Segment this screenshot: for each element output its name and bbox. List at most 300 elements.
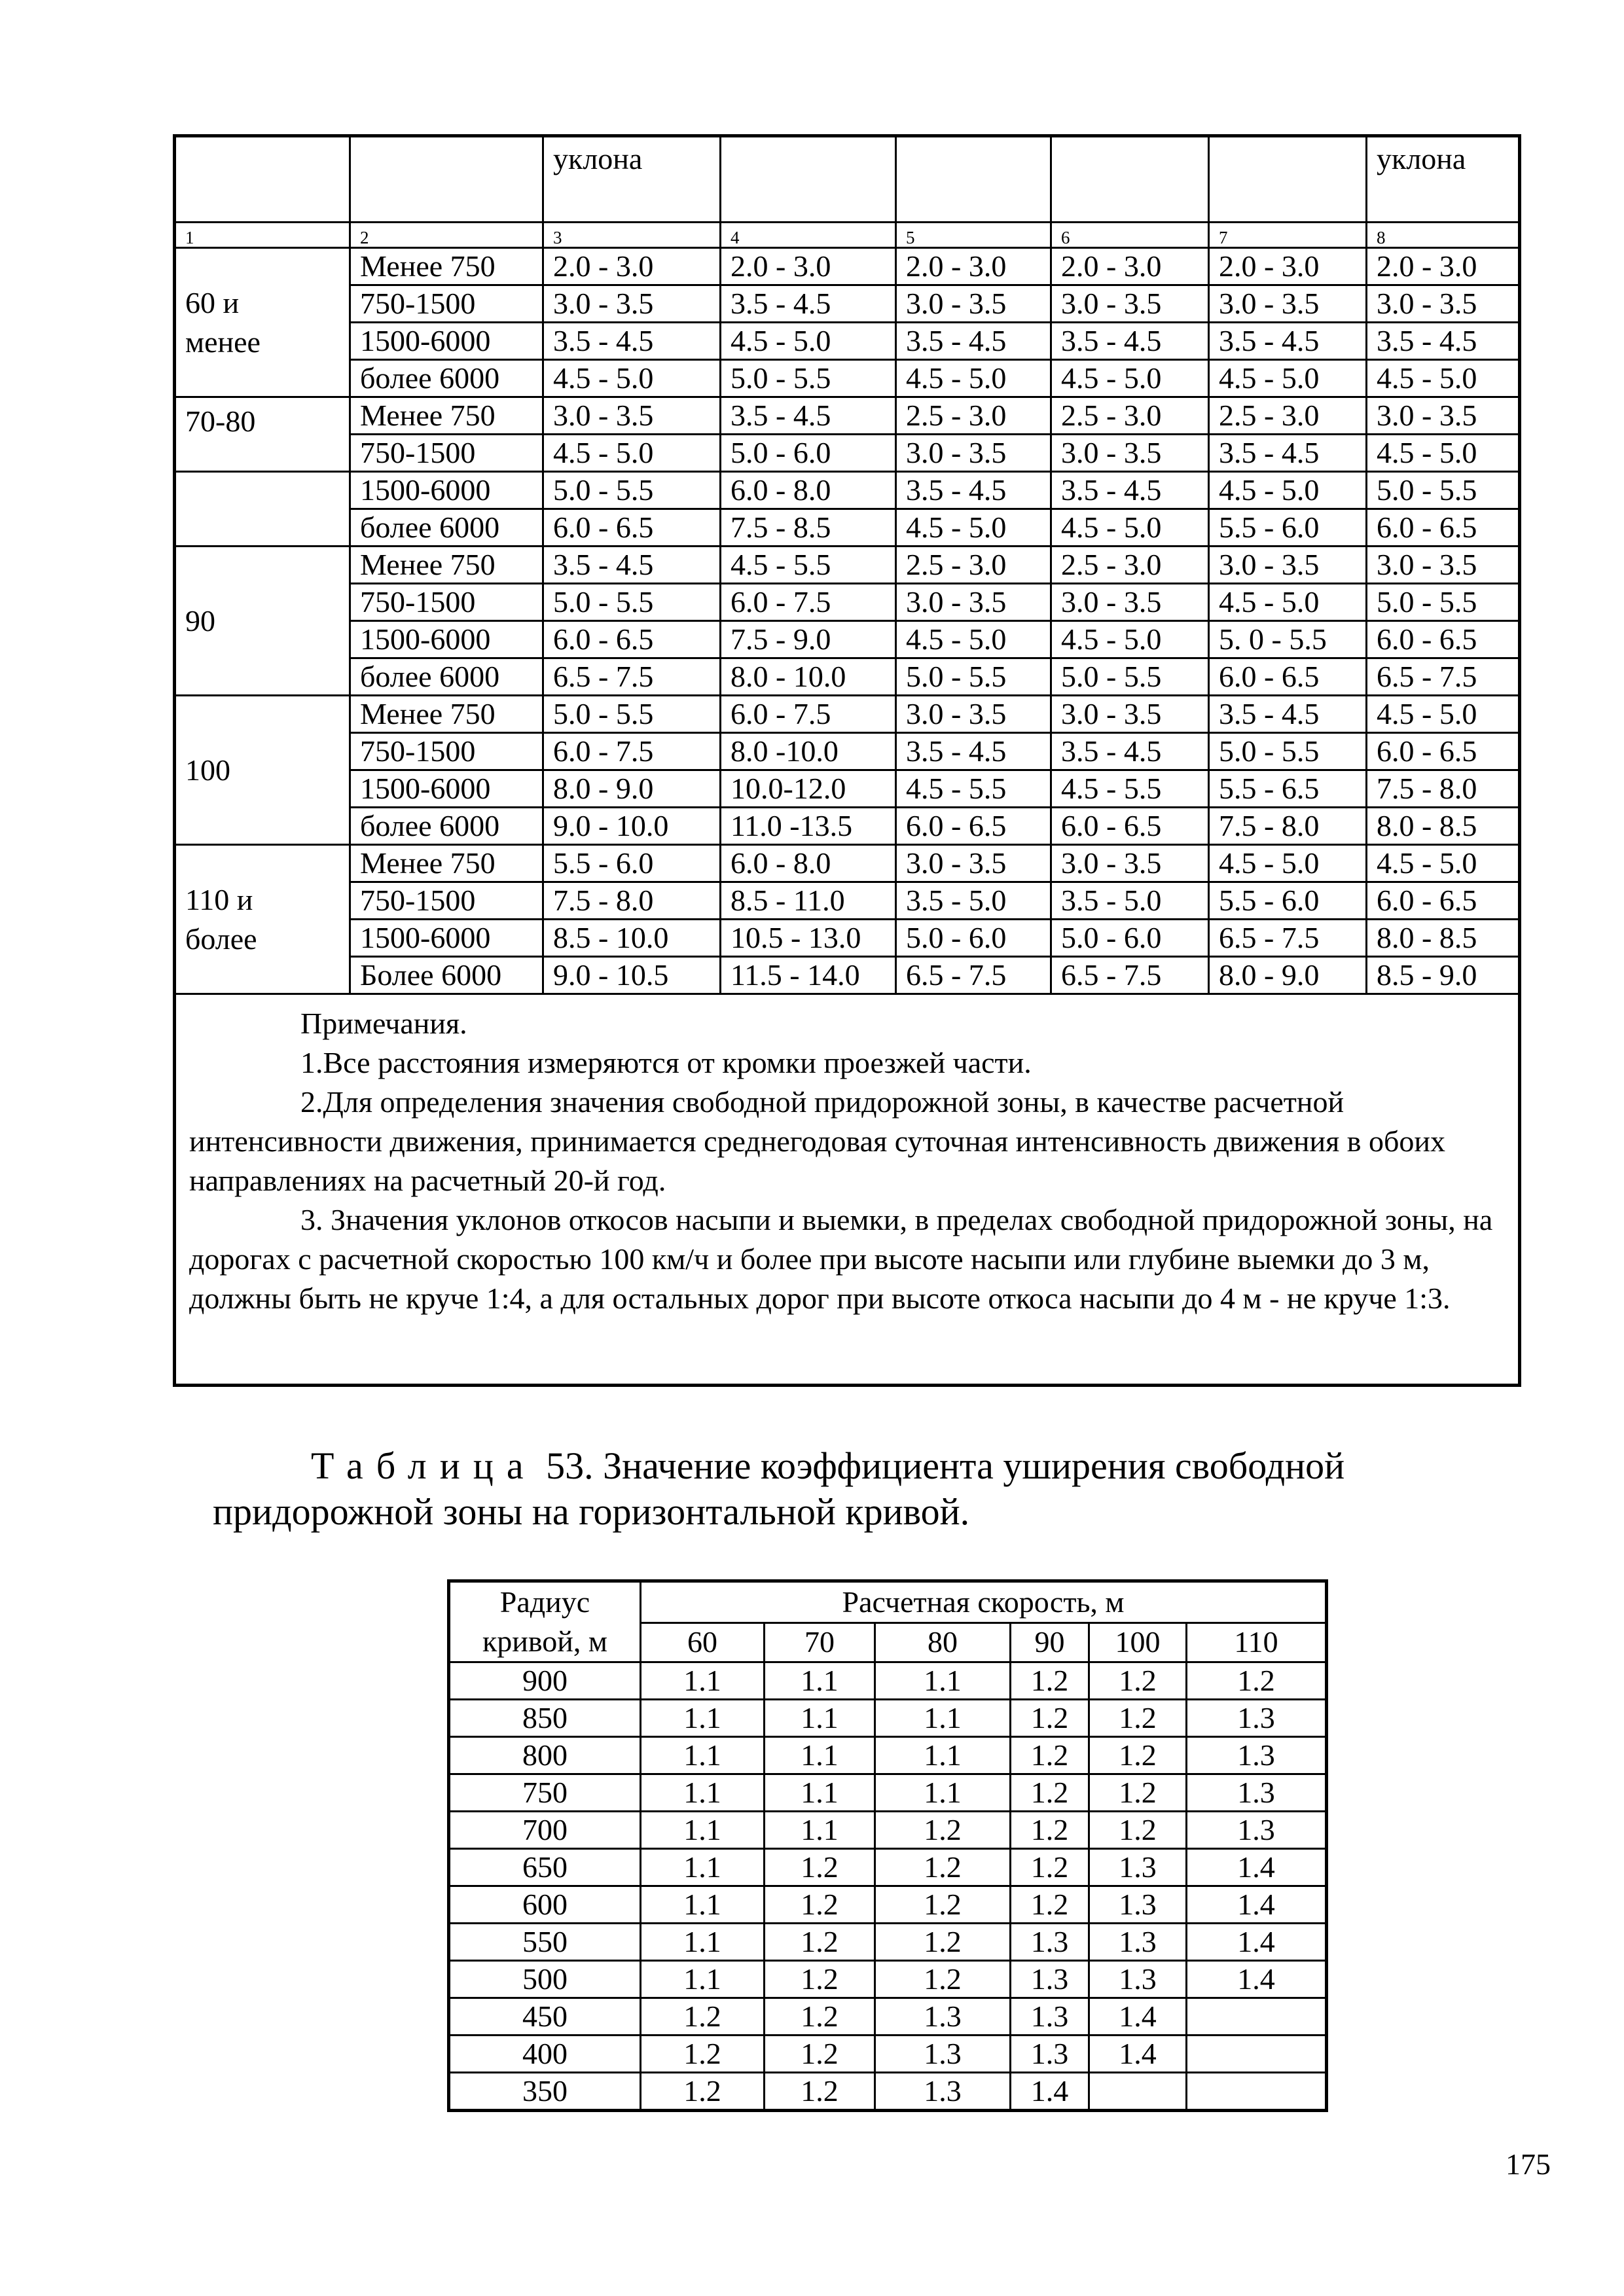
coefficient-cell: 1.2 [1011, 1662, 1089, 1700]
table-row [449, 1849, 1327, 1886]
coefficient-cell: 1.2 [765, 1924, 875, 1961]
intensity-cell: 750-1500 [350, 435, 543, 472]
coefficient-cell: 1.4 [1187, 1849, 1327, 1886]
distance-range-cell: 3.0 - 3.5 [543, 397, 721, 435]
intensity-cell: 750-1500 [350, 882, 543, 920]
distance-range-cell: 5.0 - 5.5 [543, 472, 721, 509]
distance-range-cell: 3.5 - 4.5 [896, 472, 1051, 509]
distance-range-cell: 8.0 - 8.5 [1367, 920, 1520, 957]
intensity-cell: 750-1500 [350, 733, 543, 770]
coefficient-cell: 1.3 [1089, 1924, 1187, 1961]
coefficient-cell: 1.2 [1089, 1812, 1187, 1849]
distance-range-cell: 5.5 - 6.0 [1209, 882, 1367, 920]
distance-range-cell: 3.0 - 3.5 [1367, 285, 1520, 323]
distance-range-cell: 6.0 - 6.5 [896, 808, 1051, 845]
distance-range-cell: 5.5 - 6.0 [1209, 509, 1367, 547]
distance-range-cell: 7.5 - 8.0 [1367, 770, 1520, 808]
coefficient-cell: 1.3 [1011, 1998, 1089, 2036]
table-row [175, 323, 1520, 360]
coefficient-cell: 1.3 [1187, 1700, 1327, 1737]
distance-range-cell: 4.5 - 5.0 [1051, 360, 1209, 397]
coefficient-cell: 1.2 [875, 1924, 1011, 1961]
coefficient-cell: 1.1 [875, 1700, 1011, 1737]
distance-range-cell: 6.5 - 7.5 [543, 658, 721, 696]
coefficient-cell: 1.1 [641, 1737, 765, 1774]
table-row [449, 1774, 1327, 1812]
coefficient-cell: 1.1 [765, 1700, 875, 1737]
table-row [175, 957, 1520, 994]
distance-range-cell: 3.5 - 4.5 [1051, 323, 1209, 360]
speed-group-cell [175, 472, 350, 547]
coefficient-cell: 1.2 [641, 2073, 765, 2111]
coefficient-cell [1187, 2036, 1327, 2073]
coefficient-cell: 1.2 [765, 1849, 875, 1886]
column-number: 6 [1051, 223, 1209, 248]
distance-range-cell: 5. 0 - 5.5 [1209, 621, 1367, 658]
distance-range-cell: 4.5 - 5.0 [896, 360, 1051, 397]
header-cell [175, 136, 350, 223]
coefficient-cell: 1.2 [1011, 1737, 1089, 1774]
coefficient-cell: 1.4 [1187, 1886, 1327, 1924]
intensity-cell: 1500-6000 [350, 770, 543, 808]
column-number: 5 [896, 223, 1051, 248]
distance-range-cell: 4.5 - 5.0 [543, 435, 721, 472]
distance-range-cell: 4.5 - 5.0 [1367, 360, 1520, 397]
table-row [175, 658, 1520, 696]
distance-range-cell: 3.0 - 3.5 [543, 285, 721, 323]
radius-cell: 500 [449, 1961, 641, 1998]
coefficient-cell: 1.3 [1011, 1961, 1089, 1998]
distance-range-cell: 3.5 - 4.5 [1209, 696, 1367, 733]
table-row [175, 547, 1520, 584]
intensity-cell: Менее 750 [350, 397, 543, 435]
distance-range-cell: 5.0 - 6.0 [896, 920, 1051, 957]
distance-range-cell: 11.5 - 14.0 [721, 957, 896, 994]
coefficient-cell: 1.1 [875, 1774, 1011, 1812]
coefficient-cell: 1.3 [875, 2036, 1011, 2073]
distance-range-cell: 3.0 - 3.5 [896, 285, 1051, 323]
table-row [449, 1961, 1327, 1998]
coefficient-cell: 1.3 [1089, 1849, 1187, 1886]
distance-range-cell: 8.0 -10.0 [721, 733, 896, 770]
distance-range-cell: 4.5 - 5.0 [543, 360, 721, 397]
table-row [449, 1700, 1327, 1737]
distance-range-cell: 10.5 - 13.0 [721, 920, 896, 957]
table-row [175, 435, 1520, 472]
table-row [449, 2036, 1327, 2073]
distance-range-cell: 5.0 - 6.0 [1051, 920, 1209, 957]
coefficient-cell [1089, 2073, 1187, 2111]
coefficient-cell: 1.4 [1011, 2073, 1089, 2111]
distance-range-cell: 9.0 - 10.0 [543, 808, 721, 845]
distance-range-cell: 4.5 - 5.0 [1209, 584, 1367, 621]
coefficient-cell: 1.3 [1089, 1961, 1187, 1998]
distance-range-cell: 2.5 - 3.0 [896, 547, 1051, 584]
radius-header [449, 1581, 641, 1662]
coefficient-cell [1187, 2073, 1327, 2111]
coefficient-cell: 1.1 [641, 1849, 765, 1886]
distance-range-cell: 4.5 - 5.0 [1367, 845, 1520, 882]
distance-range-cell: 6.0 - 6.5 [1367, 733, 1520, 770]
speed-value: 110 [1187, 1623, 1327, 1662]
table-row [175, 397, 1520, 435]
distance-range-cell: 7.5 - 8.0 [1209, 808, 1367, 845]
distance-range-cell: 4.5 - 5.0 [1367, 696, 1520, 733]
header-row [175, 136, 1520, 223]
distance-range-cell: 3.0 - 3.5 [1051, 696, 1209, 733]
column-number: 4 [721, 223, 896, 248]
column-number-row [175, 223, 1520, 248]
distance-range-cell: 8.5 - 9.0 [1367, 957, 1520, 994]
distance-range-cell: 2.0 - 3.0 [896, 248, 1051, 285]
table-row [175, 770, 1520, 808]
speed-value: 70 [765, 1623, 875, 1662]
column-number: 3 [543, 223, 721, 248]
table-row [449, 1924, 1327, 1961]
radius-cell: 800 [449, 1737, 641, 1774]
coefficient-cell: 1.1 [765, 1774, 875, 1812]
distance-range-cell: 3.0 - 3.5 [1051, 584, 1209, 621]
coefficient-cell: 1.3 [1089, 1886, 1187, 1924]
distance-range-cell: 2.0 - 3.0 [1367, 248, 1520, 285]
distance-range-cell: 3.0 - 3.5 [1051, 435, 1209, 472]
distance-range-cell: 3.5 - 4.5 [1209, 323, 1367, 360]
header-cell [350, 136, 543, 223]
speed-group-cell: 100 [175, 696, 350, 845]
notes-row [175, 994, 1520, 1386]
distance-range-cell: 6.5 - 7.5 [1209, 920, 1367, 957]
radius-cell: 450 [449, 1998, 641, 2036]
distance-range-cell: 6.0 - 8.0 [721, 845, 896, 882]
distance-range-cell: 7.5 - 9.0 [721, 621, 896, 658]
coefficient-cell: 1.3 [1011, 1924, 1089, 1961]
table-row [175, 472, 1520, 509]
distance-range-cell: 6.0 - 7.5 [721, 584, 896, 621]
distance-range-cell: 3.0 - 3.5 [1209, 547, 1367, 584]
distance-range-cell: 3.5 - 4.5 [1209, 435, 1367, 472]
distance-range-cell: 8.0 - 9.0 [1209, 957, 1367, 994]
distance-range-cell: 4.5 - 5.0 [896, 621, 1051, 658]
caption-prefix: Таблица [311, 1444, 537, 1487]
table-row [175, 845, 1520, 882]
distance-range-cell: 5.0 - 5.5 [543, 584, 721, 621]
coefficient-cell: 1.2 [1089, 1737, 1187, 1774]
coefficient-cell: 1.1 [641, 1700, 765, 1737]
distance-range-cell: 3.5 - 4.5 [721, 397, 896, 435]
coefficient-cell: 1.2 [765, 1998, 875, 2036]
table-row [175, 285, 1520, 323]
radius-cell: 900 [449, 1662, 641, 1700]
coefficient-cell: 1.2 [875, 1812, 1011, 1849]
distance-range-cell: 8.5 - 11.0 [721, 882, 896, 920]
intensity-cell: 750-1500 [350, 584, 543, 621]
distance-range-cell: 3.0 - 3.5 [1051, 845, 1209, 882]
distance-range-cell: 3.5 - 4.5 [721, 285, 896, 323]
speed-group-cell [175, 845, 350, 994]
coefficient-cell: 1.1 [641, 1662, 765, 1700]
speed-group-cell: 90 [175, 547, 350, 696]
coefficient-cell: 1.3 [875, 2073, 1011, 2111]
table-row [175, 509, 1520, 547]
caption-text-line1: Значение коэффициента уширения свободной [603, 1444, 1345, 1487]
table-row [175, 882, 1520, 920]
distance-range-cell: 3.5 - 4.5 [896, 733, 1051, 770]
header-cell [896, 136, 1051, 223]
table-row [175, 584, 1520, 621]
distance-range-cell: 8.0 - 10.0 [721, 658, 896, 696]
speed-group-line: более [185, 922, 257, 956]
coefficient-cell [1187, 1998, 1327, 2036]
distance-range-cell: 5.0 - 5.5 [896, 658, 1051, 696]
table-row [175, 808, 1520, 845]
intensity-cell: 1500-6000 [350, 920, 543, 957]
notes-heading: Примечания. [300, 1007, 467, 1040]
distance-range-cell: 7.5 - 8.0 [543, 882, 721, 920]
coefficient-cell: 1.2 [765, 2036, 875, 2073]
coefficient-cell: 1.1 [641, 1924, 765, 1961]
coefficient-cell: 1.1 [875, 1737, 1011, 1774]
column-number: 2 [350, 223, 543, 248]
table-row [449, 1998, 1327, 2036]
distance-range-cell: 3.0 - 3.5 [1209, 285, 1367, 323]
intensity-cell: 1500-6000 [350, 472, 543, 509]
speed-group-cell [175, 248, 350, 397]
speed-header: Расчетная скорость, м [641, 1581, 1327, 1623]
distance-range-cell: 2.0 - 3.0 [721, 248, 896, 285]
distance-range-cell: 5.0 - 6.0 [721, 435, 896, 472]
distance-range-cell: 6.0 - 6.5 [1367, 621, 1520, 658]
distance-range-cell: 6.5 - 7.5 [896, 957, 1051, 994]
distance-range-cell: 4.5 - 5.0 [1209, 360, 1367, 397]
header-cell [1051, 136, 1209, 223]
coefficient-cell: 1.1 [875, 1662, 1011, 1700]
distance-range-cell: 3.0 - 3.5 [896, 584, 1051, 621]
distance-range-cell: 4.5 - 5.0 [721, 323, 896, 360]
header-cell: уклона [543, 136, 721, 223]
page-number: 175 [1506, 2147, 1551, 2181]
intensity-cell: 1500-6000 [350, 621, 543, 658]
distance-range-cell: 4.5 - 5.0 [1209, 472, 1367, 509]
distance-range-cell: 5.0 - 5.5 [1051, 658, 1209, 696]
coefficient-cell: 1.2 [1089, 1700, 1187, 1737]
distance-range-cell: 2.5 - 3.0 [1051, 397, 1209, 435]
distance-range-cell: 6.0 - 7.5 [721, 696, 896, 733]
distance-range-cell: 6.0 - 6.5 [543, 621, 721, 658]
notes-cell [175, 994, 1520, 1386]
distance-range-cell: 5.0 - 5.5 [1367, 472, 1520, 509]
column-number: 7 [1209, 223, 1367, 248]
intensity-cell: Менее 750 [350, 248, 543, 285]
caption-number: 53. [546, 1444, 594, 1487]
distance-range-cell: 5.0 - 5.5 [721, 360, 896, 397]
radius-header-line: Радиус [499, 1585, 590, 1619]
header-row [449, 1581, 1327, 1623]
distance-range-cell: 4.5 - 5.0 [1209, 845, 1367, 882]
caption-text-line2: придорожной зоны на горизонтальной кривой. [213, 1490, 970, 1533]
coefficient-cell: 1.3 [1187, 1774, 1327, 1812]
distance-range-cell: 2.5 - 3.0 [1209, 397, 1367, 435]
coefficient-cell: 1.2 [1011, 1886, 1089, 1924]
intensity-cell: 1500-6000 [350, 323, 543, 360]
distance-range-cell: 2.0 - 3.0 [543, 248, 721, 285]
distance-range-cell: 4.5 - 5.0 [1051, 621, 1209, 658]
coefficient-cell: 1.2 [1089, 1774, 1187, 1812]
coefficient-cell: 1.2 [765, 1961, 875, 1998]
widening-coefficient-table [447, 1579, 1328, 2112]
intensity-cell: Менее 750 [350, 845, 543, 882]
distance-range-cell: 3.0 - 3.5 [1367, 547, 1520, 584]
radius-cell: 700 [449, 1812, 641, 1849]
coefficient-cell: 1.2 [1089, 1662, 1187, 1700]
distance-range-cell: 4.5 - 5.5 [1051, 770, 1209, 808]
radius-cell: 600 [449, 1886, 641, 1924]
coefficient-cell: 1.3 [875, 1998, 1011, 2036]
radius-cell: 850 [449, 1700, 641, 1737]
column-number: 1 [175, 223, 350, 248]
note-item: 1.Все расстояния измеряются от кромки проезжей части. [300, 1046, 1032, 1079]
coefficient-cell: 1.2 [1011, 1849, 1089, 1886]
table-row [175, 733, 1520, 770]
coefficient-cell: 1.2 [765, 2073, 875, 2111]
radius-header-line: кривой, м [482, 1624, 608, 1658]
distance-range-cell: 4.5 - 5.5 [896, 770, 1051, 808]
coefficient-cell: 1.2 [875, 1849, 1011, 1886]
distance-range-cell: 2.5 - 3.0 [896, 397, 1051, 435]
distance-range-cell: 3.5 - 4.5 [1051, 472, 1209, 509]
distance-range-cell: 6.0 - 6.5 [1367, 882, 1520, 920]
coefficient-cell: 1.1 [641, 1961, 765, 1998]
distance-range-cell: 8.5 - 10.0 [543, 920, 721, 957]
radius-cell: 550 [449, 1924, 641, 1961]
distance-range-cell: 6.5 - 7.5 [1367, 658, 1520, 696]
distance-range-cell: 5.0 - 5.5 [1209, 733, 1367, 770]
coefficient-cell: 1.2 [641, 2036, 765, 2073]
distance-range-cell: 6.0 - 6.5 [1367, 509, 1520, 547]
distance-range-cell: 3.5 - 4.5 [1051, 733, 1209, 770]
radius-cell: 650 [449, 1849, 641, 1886]
distance-range-cell: 7.5 - 8.5 [721, 509, 896, 547]
coefficient-cell: 1.1 [641, 1812, 765, 1849]
roadside-zone-table [173, 134, 1521, 1387]
distance-range-cell: 11.0 -13.5 [721, 808, 896, 845]
coefficient-cell: 1.3 [1187, 1737, 1327, 1774]
coefficient-cell: 1.2 [875, 1886, 1011, 1924]
distance-range-cell: 4.5 - 5.5 [721, 547, 896, 584]
coefficient-cell: 1.4 [1187, 1924, 1327, 1961]
table-row [175, 248, 1520, 285]
intensity-cell: более 6000 [350, 808, 543, 845]
intensity-cell: более 6000 [350, 509, 543, 547]
radius-cell: 400 [449, 2036, 641, 2073]
distance-range-cell: 6.5 - 7.5 [1051, 957, 1209, 994]
speed-value: 100 [1089, 1623, 1187, 1662]
intensity-cell: более 6000 [350, 360, 543, 397]
coefficient-cell: 1.2 [765, 1886, 875, 1924]
coefficient-cell: 1.1 [641, 1774, 765, 1812]
table-53-caption [213, 1443, 1456, 1535]
distance-range-cell: 4.5 - 5.0 [1367, 435, 1520, 472]
note-item: 3. Значения уклонов откосов насыпи и выемки, в пределах свободной придорожной зоны, на дорогах с расчетной скоростью 100 км/ч и более при высоте насыпи или глубине выемки до 3 м, должны быть не круче 1:4, а для остальных дорог при высоте откоса насыпи до 4 м - не круче 1:3. [189, 1203, 1493, 1315]
coefficient-cell: 1.2 [1011, 1812, 1089, 1849]
speed-group-line: менее [185, 325, 261, 359]
speed-group-cell: 70-80 [175, 397, 350, 472]
speed-value: 80 [875, 1623, 1011, 1662]
coefficient-cell: 1.1 [765, 1812, 875, 1849]
distance-range-cell: 2.5 - 3.0 [1051, 547, 1209, 584]
radius-cell: 350 [449, 2073, 641, 2111]
coefficient-cell: 1.4 [1187, 1961, 1327, 1998]
distance-range-cell: 3.5 - 5.0 [1051, 882, 1209, 920]
speed-group-line: 60 и [185, 285, 240, 319]
distance-range-cell: 6.0 - 6.5 [1051, 808, 1209, 845]
distance-range-cell: 8.0 - 8.5 [1367, 808, 1520, 845]
distance-range-cell: 3.5 - 4.5 [543, 547, 721, 584]
header-cell [1209, 136, 1367, 223]
header-cell [721, 136, 896, 223]
speed-value: 60 [641, 1623, 765, 1662]
intensity-cell: Менее 750 [350, 547, 543, 584]
coefficient-cell: 1.3 [1187, 1812, 1327, 1849]
table-row [175, 696, 1520, 733]
coefficient-cell: 1.1 [641, 1886, 765, 1924]
distance-range-cell: 3.5 - 4.5 [896, 323, 1051, 360]
table-row [175, 621, 1520, 658]
distance-range-cell: 6.0 - 8.0 [721, 472, 896, 509]
distance-range-cell: 9.0 - 10.5 [543, 957, 721, 994]
distance-range-cell: 8.0 - 9.0 [543, 770, 721, 808]
intensity-cell: 750-1500 [350, 285, 543, 323]
intensity-cell: Менее 750 [350, 696, 543, 733]
distance-range-cell: 6.0 - 7.5 [543, 733, 721, 770]
distance-range-cell: 2.0 - 3.0 [1051, 248, 1209, 285]
distance-range-cell: 3.0 - 3.5 [896, 435, 1051, 472]
speed-group-line: 110 и [185, 882, 253, 916]
distance-range-cell: 4.5 - 5.0 [1051, 509, 1209, 547]
table-row [175, 920, 1520, 957]
distance-range-cell: 3.0 - 3.5 [1367, 397, 1520, 435]
table-row [449, 1662, 1327, 1700]
coefficient-cell: 1.2 [875, 1961, 1011, 1998]
distance-range-cell: 6.0 - 6.5 [543, 509, 721, 547]
table-row [449, 1737, 1327, 1774]
distance-range-cell: 3.5 - 4.5 [1367, 323, 1520, 360]
distance-range-cell: 3.0 - 3.5 [896, 845, 1051, 882]
coefficient-cell: 1.2 [1011, 1700, 1089, 1737]
distance-range-cell: 5.5 - 6.5 [1209, 770, 1367, 808]
distance-range-cell: 5.0 - 5.5 [1367, 584, 1520, 621]
column-number: 8 [1367, 223, 1520, 248]
speed-value: 90 [1011, 1623, 1089, 1662]
header-cell: уклона [1367, 136, 1520, 223]
distance-range-cell: 3.5 - 4.5 [543, 323, 721, 360]
table-row [449, 1812, 1327, 1849]
coefficient-cell: 1.4 [1089, 1998, 1187, 2036]
coefficient-cell: 1.3 [1011, 2036, 1089, 2073]
distance-range-cell: 5.5 - 6.0 [543, 845, 721, 882]
distance-range-cell: 6.0 - 6.5 [1209, 658, 1367, 696]
note-item: 2.Для определения значения свободной придорожной зоны, в качестве расчетной интенсивности движения, принимается среднегодовая суточная интенсивность движения в обоих направлениях на расчетный 20-й год. [189, 1085, 1446, 1197]
distance-range-cell: 3.0 - 3.5 [896, 696, 1051, 733]
coefficient-cell: 1.2 [1011, 1774, 1089, 1812]
distance-range-cell: 3.5 - 5.0 [896, 882, 1051, 920]
distance-range-cell: 10.0-12.0 [721, 770, 896, 808]
coefficient-cell: 1.2 [641, 1998, 765, 2036]
coefficient-cell: 1.2 [1187, 1662, 1327, 1700]
coefficient-cell: 1.4 [1089, 2036, 1187, 2073]
radius-cell: 750 [449, 1774, 641, 1812]
distance-range-cell: 5.0 - 5.5 [543, 696, 721, 733]
intensity-cell: более 6000 [350, 658, 543, 696]
